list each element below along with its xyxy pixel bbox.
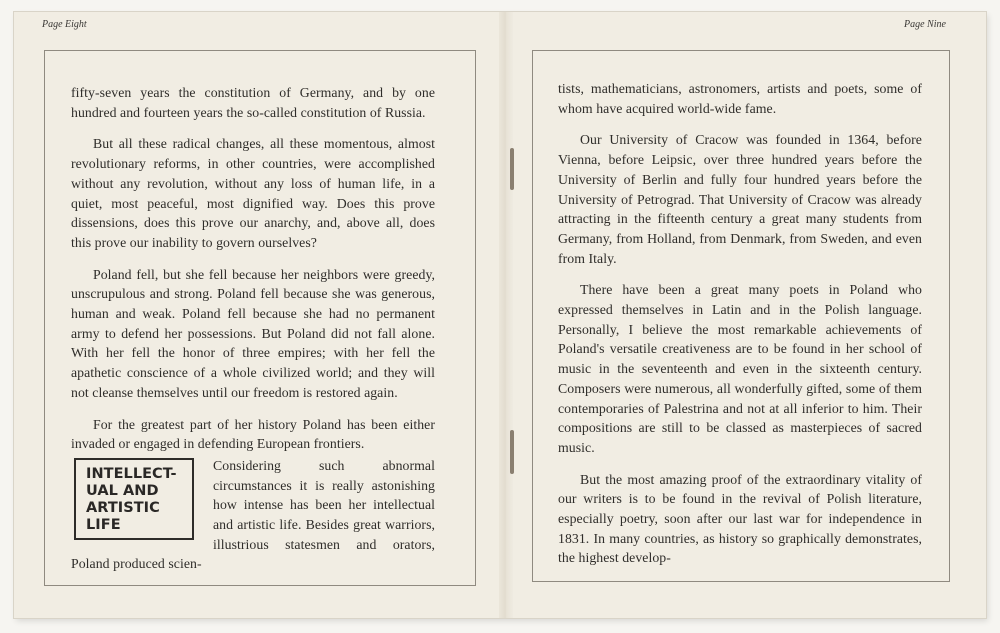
right-paragraph-3: There have been a great many poets in Poland who expressed themselves in Latin and in the Polish language. Personally, I believe the most remarkable achievements of Poland's versatile creativeness are to be found in her school of music in the seventeenth and even in the sixteenth century. Composers were numerous, all wonderfully gifted, some of them contemporaries of Palestrina and not at all inferior to him. Their compositions are still to be classed as masterpieces of sacred music. bbox=[558, 282, 922, 455]
sidebox-line-4: LIFE bbox=[86, 516, 121, 533]
left-page-text bbox=[71, 83, 435, 574]
left-page-number: Page Eight bbox=[42, 19, 87, 30]
right-page-text bbox=[558, 79, 922, 568]
staple-top bbox=[510, 148, 514, 190]
left-paragraph-1: fifty-seven years the constitution of Germany, and by one hundred and fourteen years the so-called constitution of Russia. bbox=[71, 85, 435, 120]
right-page-number: Page Nine bbox=[904, 19, 946, 30]
left-paragraph-2: But all these radical changes, all these momentous, almost revolutionary reforms, in other countries, were accomplished without any revolution, without any loss of human life, in a quiet, most peaceful, most dignified way. Does this prove dissensions, does this prove our anarchy, and, above all, does this prove our inability to govern ourselves? bbox=[71, 136, 435, 250]
sidebox-line-2: UAL AND bbox=[86, 482, 159, 499]
left-paragraph-3: Poland fell, but she fell because her neighbors were greedy, unscrupulous and strong. Poland fell because she was generous, human and weak. Poland fell because she had no permanent army to defend her possessions. But Poland did not fall alone. With her fell the honor of three empires; with her fell the apathetic conscience of a whole civilized world; and they will not cleanse themselves until our freedom is restored again. bbox=[71, 266, 435, 400]
left-paragraph-5: Considering such abnormal circumstances it is really astonishing how intense has been her intellectual and artistic life. Besides great warriors, illustrious statesmen and orators, Poland produced scien- bbox=[71, 457, 435, 572]
sidebox-wrapper bbox=[71, 458, 207, 544]
sidebox-line-1: INTELLECT- bbox=[86, 465, 177, 482]
sidebox-line-3: ARTISTIC bbox=[86, 499, 160, 516]
right-paragraph-1: tists, mathematicians, astronomers, artists and poets, some of whom have acquired world-wide fame. bbox=[558, 81, 922, 116]
section-heading-box bbox=[74, 458, 194, 540]
staple-bottom bbox=[510, 430, 514, 474]
right-paragraph-4: But the most amazing proof of the extraordinary vitality of our writers is to be found in the revival of Polish literature, especially poetry, soon after our last war for independence in 1831. In many countries, as history so graphically demonstrates, the highest develop- bbox=[558, 471, 922, 566]
left-paragraph-4: For the greatest part of her history Poland has been either invaded or engaged in defending European frontiers. bbox=[71, 416, 435, 452]
book-gutter bbox=[499, 12, 513, 618]
right-paragraph-2: Our University of Cracow was founded in 1364, before Vienna, before Leipsic, over three hundred years before the University of Berlin and fully four hundred years before the University of Petrograd. That University of Cracow was already attracting in the fifteenth century a great many students from Germany, from Holland, from Denmark, from Sweden, and even from Italy. bbox=[558, 132, 922, 266]
